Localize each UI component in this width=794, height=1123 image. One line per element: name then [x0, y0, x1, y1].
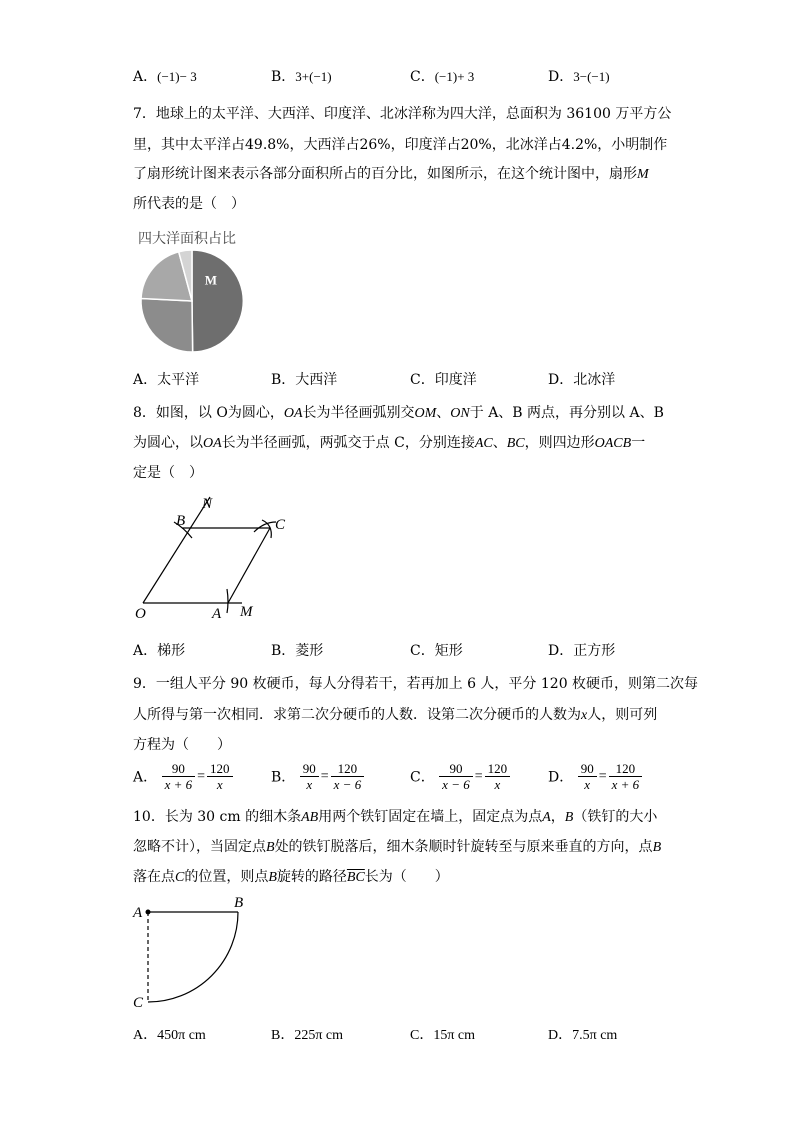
numerator: 120 [331, 761, 365, 777]
q9-line3: 方程为（ ） [133, 737, 231, 753]
q10-line3 [133, 866, 449, 886]
numerator: 120 [207, 761, 233, 777]
segment-ac [228, 528, 270, 603]
label-m: M [240, 604, 253, 620]
fraction [331, 761, 365, 792]
numerator: 120 [609, 761, 643, 777]
arc-mark-c2 [254, 522, 276, 532]
var: x [581, 708, 588, 723]
pie-slice-label-m: M [204, 272, 218, 288]
denominator: x − 6 [333, 777, 362, 792]
text: 人，则可列 [587, 707, 658, 723]
q7-var-m: M [637, 167, 649, 182]
fraction [609, 761, 643, 792]
pin-a [146, 910, 151, 915]
fraction [162, 761, 196, 792]
rotation-figure [128, 893, 258, 1013]
option-expr: (−1)+ 3 [434, 69, 475, 84]
option-label: A． [133, 69, 158, 85]
text: 长为（ ） [364, 869, 449, 885]
pie-slice-2 [141, 298, 193, 352]
q10-option-a[interactable] [133, 1024, 206, 1044]
denominator: x − 6 [442, 777, 470, 792]
option-text: 225π cm [294, 1028, 344, 1043]
q7-line1: 7．地球上的太平洋、大西洋、印度洋、北冰洋称为四大洋，总面积为 36100 万平方公 [133, 106, 672, 122]
pie-chart [135, 245, 250, 357]
option-label: B． [271, 1028, 295, 1043]
option-label: D． [548, 1028, 573, 1043]
text: ，则四边形 [524, 435, 595, 451]
q10-option-d[interactable] [548, 1024, 617, 1044]
text: 的位置，则点 [184, 869, 269, 885]
label-c: C [133, 995, 144, 1011]
q10-line1 [133, 806, 657, 826]
var: AC [474, 436, 493, 451]
option-text: 印度洋 [434, 372, 477, 388]
option-text: 梯形 [157, 643, 186, 659]
arc-mark-a [227, 589, 228, 613]
option-label: D． [548, 643, 574, 659]
q6-option-c[interactable] [410, 66, 474, 86]
option-label: D． [548, 69, 574, 85]
text: 8．如图，以 O为圆心， [133, 405, 284, 421]
arc-bc-path [148, 912, 238, 1002]
var: AB [301, 810, 319, 825]
var: OACB [594, 436, 632, 451]
fraction [485, 761, 511, 792]
var: A [542, 810, 551, 825]
text: 长为半径画弧，两弧交于点 C，分别连接 [221, 435, 475, 451]
q8-line1 [133, 402, 664, 422]
var: OA [203, 436, 222, 451]
q8-option-d[interactable] [548, 640, 615, 660]
q6-option-b[interactable] [271, 66, 332, 86]
option-label: C． [410, 69, 435, 85]
q7-option-b[interactable] [271, 369, 337, 389]
option-text: 北冰洋 [573, 372, 616, 388]
option-label: B． [271, 643, 296, 659]
option-text: 450π cm [157, 1028, 206, 1043]
q9-line2 [133, 704, 657, 724]
option-text: 大西洋 [295, 372, 338, 388]
option-expr: 3+(−1) [295, 69, 332, 84]
q10-line2 [133, 836, 661, 856]
label-b: B [234, 895, 244, 911]
fraction [578, 761, 597, 792]
text: 落在点 [133, 869, 175, 885]
option-label: C． [410, 372, 435, 388]
q6-option-a[interactable] [133, 66, 197, 86]
denominator: x + 6 [611, 777, 640, 792]
q7-line4: 所代表的是（ ） [133, 196, 245, 212]
q6-option-d[interactable] [548, 66, 610, 86]
option-text: 正方形 [573, 643, 616, 659]
var: B [652, 840, 662, 855]
label-a: A [133, 905, 143, 921]
q8-option-b[interactable] [271, 640, 323, 660]
text: 旋转的路径 [276, 869, 347, 885]
numerator: 90 [578, 761, 597, 777]
rhombus-figure [130, 492, 300, 624]
q7-line2: 里，其中太平洋占49.8%，大西洋占26%，印度洋占20%，北冰洋占4.2%，小明制作 [133, 137, 668, 153]
text: 处的铁钉脱落后，细木条顺时针旋转至与原来垂直的方向，点 [274, 839, 653, 855]
var: B [266, 840, 275, 855]
var: BC [506, 436, 525, 451]
text: 忽略不计），当固定点 [133, 839, 266, 855]
option-label: A． [133, 769, 158, 786]
text: 用两个铁钉固定在墙上，固定点为点 [318, 809, 543, 825]
text: 人所得与第一次相同．求第二次分硬币的人数．设第二次分硬币的人数为 [133, 707, 581, 723]
option-text: 太平洋 [157, 372, 200, 388]
var: C [175, 870, 185, 885]
denominator: x [584, 777, 591, 792]
var: OA [283, 406, 303, 421]
q8-option-c[interactable] [410, 640, 463, 660]
text: 、 [436, 405, 451, 421]
denominator: x [216, 777, 223, 792]
label-c: C [275, 517, 286, 533]
fraction [439, 761, 473, 792]
q9-option-d[interactable]: D． $\frac{90}{x}$ = $\frac{120}{x + 6}$ [548, 761, 642, 792]
numerator: 90 [162, 761, 196, 777]
denominator: x + 6 [164, 777, 193, 792]
var: ON [450, 406, 470, 421]
q9-option-a[interactable]: A． $\frac{90}{x + 6}$ = $\frac{120}{x}$ [133, 761, 233, 792]
option-text: 15π cm [433, 1028, 476, 1043]
q7-line3-text: 了扇形统计图来表示各部分面积所占的百分比，如图所示，在这个统计图中，扇形 [133, 166, 637, 182]
option-label: B． [271, 69, 296, 85]
text: 10．长为 30 cm 的细木条 [133, 809, 302, 825]
option-label: C． [410, 769, 435, 786]
pie-slice-1 [192, 250, 243, 352]
label-a: A [212, 606, 222, 622]
text: （铁钉的大小 [573, 809, 658, 825]
var: OM [414, 406, 437, 421]
label-o: O [135, 606, 146, 622]
denominator: x [494, 777, 501, 792]
q7-option-a[interactable] [133, 369, 199, 389]
var: B [564, 810, 574, 825]
fraction [207, 761, 233, 792]
q7-option-c[interactable] [410, 369, 477, 389]
option-label: D． [548, 372, 574, 388]
option-text: 矩形 [434, 643, 463, 659]
option-label: C． [410, 1028, 434, 1043]
label-n: N [202, 496, 213, 512]
text: 一 [631, 435, 646, 451]
text: 为圆心，以 [133, 435, 203, 451]
option-label: C． [410, 643, 435, 659]
q7-option-d[interactable] [548, 369, 615, 389]
label-b: B [176, 513, 186, 529]
text: 长为半径画弧别交 [302, 405, 415, 421]
option-label: A． [133, 1028, 158, 1043]
option-label: A． [133, 643, 158, 659]
numerator: 120 [485, 761, 511, 777]
q10-option-c[interactable] [410, 1024, 475, 1044]
option-text: 菱形 [295, 643, 324, 659]
q9-option-c[interactable]: C． $\frac{90}{x - 6}$ = $\frac{120}{x}$ [410, 761, 510, 792]
q8-line2 [133, 432, 645, 452]
q9-option-b[interactable]: B． $\frac{90}{x}$ = $\frac{120}{x - 6}$ [271, 761, 364, 792]
q7-line3 [133, 163, 649, 183]
arc-bc: $\overline{BC}$ [346, 870, 365, 885]
option-label: B． [271, 769, 296, 786]
option-expr: (−1)− 3 [157, 69, 197, 84]
pie-chart-title: 四大洋面积占比 [138, 231, 236, 247]
text: 、 [492, 435, 507, 451]
option-expr: 3−(−1) [573, 69, 610, 84]
q8-option-a[interactable] [133, 640, 185, 660]
q8-line3: 定是（ ） [133, 465, 203, 481]
numerator: 90 [439, 761, 473, 777]
q9-line1: 9．一组人平分 90 枚硬币，每人分得若干，若再加上 6 人，平分 120 枚硬币，则第二次每 [133, 676, 699, 692]
option-text: 7.5π cm [572, 1028, 618, 1043]
denominator: x [306, 777, 313, 792]
option-label: B． [271, 372, 296, 388]
text: ， [550, 809, 565, 825]
numerator: 90 [300, 761, 319, 777]
text: 于 A、B 两点，再分别以 A、B [469, 405, 664, 421]
q10-option-b[interactable] [271, 1024, 343, 1044]
option-label: D． [548, 769, 574, 786]
var: B [268, 870, 277, 885]
option-label: A． [133, 372, 158, 388]
fraction [300, 761, 319, 792]
